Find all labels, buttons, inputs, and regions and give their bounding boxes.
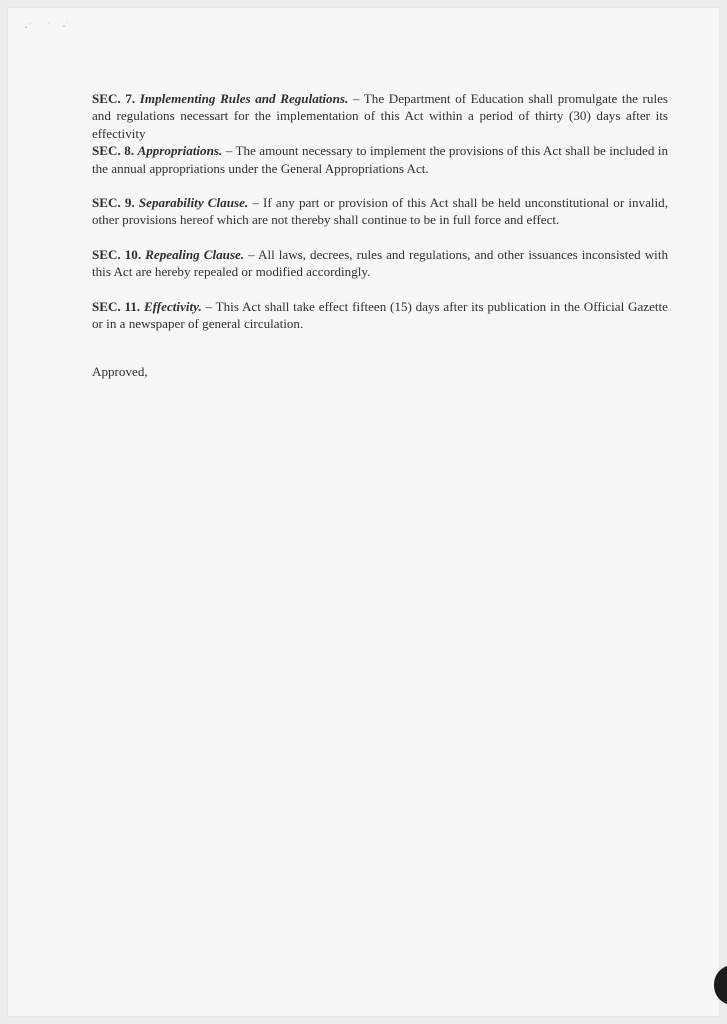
section-number: SEC. 11. (92, 298, 141, 314)
section-number: SEC. 9. (92, 195, 135, 211)
section-11 (92, 298, 668, 333)
section-number: SEC. 10. (92, 246, 142, 262)
section-title: Effectivity. (143, 298, 202, 314)
section-7 (92, 90, 668, 142)
scan-specks (22, 20, 72, 32)
section-title: Separability Clause. (138, 195, 249, 211)
section-number: SEC. 7. (92, 91, 136, 106)
document-body (92, 90, 668, 381)
section-text: – All laws, decrees, rules and regulations, and other issuances inconsisted with this Act are hereby repealed or modified accordingly. (92, 246, 669, 280)
section-title: Implementing Rules and Regulations. (139, 91, 349, 106)
section-title: Repealing Clause. (145, 246, 245, 262)
binding-edge-mark (711, 966, 727, 1004)
section-text: – This Act shall take effect fifteen (15) days after its publication in the Official Gazette or in a newspaper of general circulation. (92, 298, 668, 332)
document-page (8, 8, 719, 1016)
section-9 (92, 194, 668, 229)
section-title: Appropriations. (137, 143, 223, 159)
section-text: – If any part or provision of this Act shall be held unconstitutional or invalid, other provisions hereof which are not thereby shall continue to be in full force and effect. (92, 195, 668, 228)
section-10 (92, 246, 668, 281)
section-8 (92, 142, 668, 177)
section-text: – The Department of Education shall promulgate the rules and regulations necessart for the implementation of this Act within a period of thirty (30) days after its effectivity (92, 91, 668, 141)
section-number: SEC. 8. (92, 143, 135, 159)
approved-text: Approved, (92, 364, 148, 380)
section-text: – The amount necessary to implement the provisions of this Act shall be included in the annual appropriations under the General Appropriations Act. (92, 143, 668, 176)
